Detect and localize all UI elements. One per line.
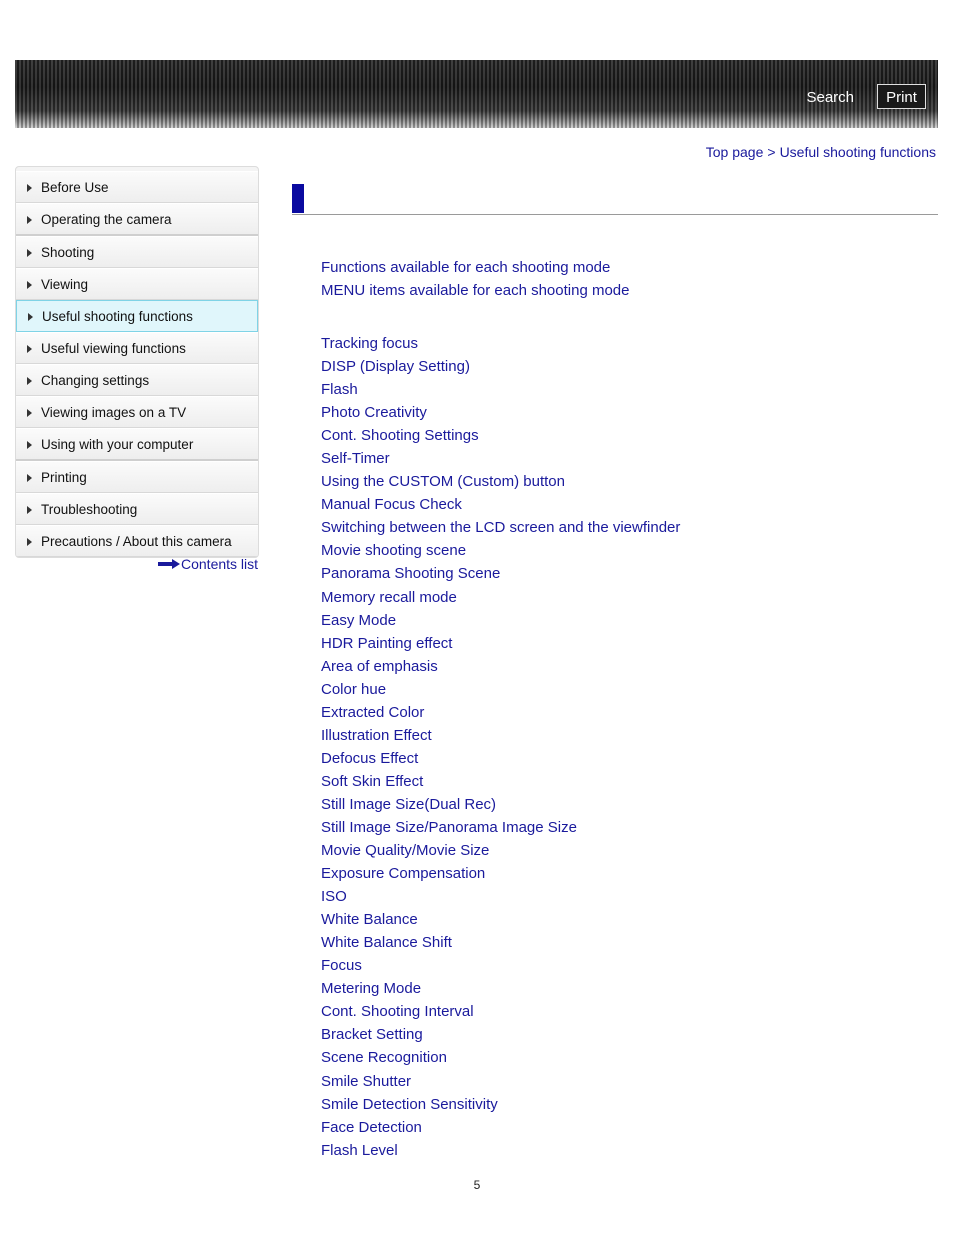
link-movie-quality-movie-size[interactable]: Movie Quality/Movie Size: [321, 842, 490, 860]
sidebar-item-using-with-your-computer[interactable]: [16, 428, 258, 461]
triangle-right-icon: [27, 184, 32, 192]
sidebar-item-label: Changing settings: [41, 372, 150, 388]
link-still-image-size-panorama-image-size[interactable]: Still Image Size/Panorama Image Size: [321, 818, 577, 836]
sidebar-item-label: Useful shooting functions: [42, 308, 193, 324]
sidebar-item-label: Printing: [41, 469, 87, 485]
sidebar-item-label: Precautions / About this camera: [41, 533, 232, 549]
sidebar-item-label: Viewing images on a TV: [41, 404, 187, 420]
sidebar-item-useful-shooting-functions[interactable]: [16, 300, 258, 332]
link-scene-recognition[interactable]: Scene Recognition: [321, 1049, 447, 1067]
triangle-right-icon: [27, 506, 32, 514]
link-panorama-shooting-scene[interactable]: Panorama Shooting Scene: [321, 565, 501, 583]
triangle-right-icon: [28, 313, 33, 321]
sidebar-item-operating-the-camera[interactable]: [16, 203, 258, 236]
search-link[interactable]: Search: [806, 89, 854, 106]
triangle-right-icon: [27, 474, 32, 482]
triangle-right-icon: [27, 538, 32, 546]
link-flash-level[interactable]: Flash Level: [321, 1141, 398, 1159]
triangle-right-icon: [27, 345, 32, 353]
sidebar-item-before-use[interactable]: [16, 171, 258, 203]
link-easy-mode[interactable]: Easy Mode: [321, 611, 397, 629]
page-number: 5: [473, 1178, 481, 1192]
link-white-balance[interactable]: White Balance: [321, 911, 418, 929]
link-tracking-focus[interactable]: Tracking focus: [321, 335, 418, 352]
link-flash[interactable]: Flash: [321, 381, 358, 399]
triangle-right-icon: [27, 216, 32, 224]
link-self-timer[interactable]: Self-Timer: [321, 450, 390, 468]
triangle-right-icon: [27, 441, 32, 449]
title-marker: [292, 184, 304, 213]
contents-list-label: Contents list: [181, 556, 259, 572]
link-focus[interactable]: Focus: [321, 957, 362, 975]
link-manual-focus-check[interactable]: Manual Focus Check: [321, 496, 462, 514]
link-functions-available-for-each-shooting-mode[interactable]: Functions available for each shooting mode: [321, 259, 611, 276]
link-smile-detection-sensitivity[interactable]: Smile Detection Sensitivity: [321, 1095, 498, 1113]
link-white-balance-shift[interactable]: White Balance Shift: [321, 934, 452, 952]
link-color-hue[interactable]: Color hue: [321, 680, 387, 698]
link-photo-creativity[interactable]: Photo Creativity: [321, 404, 427, 422]
sidebar-item-viewing[interactable]: [16, 268, 258, 300]
link-still-image-size-dual-rec[interactable]: Still Image Size(Dual Rec): [321, 795, 497, 813]
shooting-mode-links: [321, 256, 629, 302]
link-defocus-effect[interactable]: Defocus Effect: [321, 749, 419, 767]
triangle-right-icon: [27, 249, 32, 257]
print-button[interactable]: Print: [877, 84, 926, 109]
link-iso[interactable]: ISO: [321, 888, 347, 906]
sidebar-item-label: Troubleshooting: [41, 501, 138, 517]
sidebar-item-label: Shooting: [41, 244, 95, 260]
sidebar-nav: [15, 166, 259, 558]
link-illustration-effect[interactable]: Illustration Effect: [321, 726, 432, 744]
sidebar-item-changing-settings[interactable]: [16, 364, 258, 396]
contents-list-link[interactable]: [158, 556, 258, 572]
sidebar-item-label: Useful viewing functions: [41, 340, 186, 356]
sidebar-item-label: Viewing: [41, 276, 89, 292]
arrow-right-icon: [158, 559, 180, 569]
link-area-of-emphasis[interactable]: Area of emphasis: [321, 657, 438, 675]
link-cont-shooting-interval[interactable]: Cont. Shooting Interval: [321, 1003, 474, 1021]
sidebar-item-viewing-images-on-a-tv[interactable]: [16, 396, 258, 428]
sidebar-item-label: Using with your computer: [41, 436, 194, 452]
link-switching-lcd-viewfinder[interactable]: Switching between the LCD screen and the viewfinder: [321, 519, 681, 537]
link-hdr-painting-effect[interactable]: HDR Painting effect: [321, 634, 453, 652]
link-exposure-compensation[interactable]: Exposure Compensation: [321, 865, 486, 883]
sidebar-item-useful-viewing-functions[interactable]: [16, 332, 258, 364]
link-bracket-setting[interactable]: Bracket Setting: [321, 1026, 423, 1044]
link-extracted-color[interactable]: Extracted Color: [321, 703, 425, 721]
triangle-right-icon: [27, 409, 32, 417]
link-menu-items-available-for-each-shooting-mode[interactable]: MENU items available for each shooting mode: [321, 282, 630, 300]
breadcrumb-current[interactable]: Useful shooting functions: [779, 144, 936, 160]
sidebar-item-shooting[interactable]: [16, 236, 258, 268]
link-smile-shutter[interactable]: Smile Shutter: [321, 1072, 412, 1090]
sidebar-item-precautions-about-this-camera[interactable]: [16, 525, 258, 557]
triangle-right-icon: [27, 377, 32, 385]
function-links: [321, 332, 680, 1162]
breadcrumb: [706, 144, 936, 160]
sidebar-item-label: Before Use: [41, 179, 109, 195]
link-cont-shooting-settings[interactable]: Cont. Shooting Settings: [321, 427, 479, 445]
link-soft-skin-effect[interactable]: Soft Skin Effect: [321, 772, 424, 790]
link-disp-display-setting[interactable]: DISP (Display Setting): [321, 358, 470, 376]
link-face-detection[interactable]: Face Detection: [321, 1118, 422, 1136]
link-movie-shooting-scene[interactable]: Movie shooting scene: [321, 542, 467, 560]
link-using-the-custom-button[interactable]: Using the CUSTOM (Custom) button: [321, 473, 565, 491]
breadcrumb-separator: >: [767, 144, 776, 160]
triangle-right-icon: [27, 281, 32, 289]
sidebar-item-label: Operating the camera: [41, 211, 172, 227]
breadcrumb-top-page[interactable]: Top page: [705, 144, 764, 160]
sidebar-item-printing[interactable]: [16, 461, 258, 493]
sidebar-item-troubleshooting[interactable]: [16, 493, 258, 525]
header-bar: [15, 60, 938, 128]
section-title-bar: [292, 184, 938, 215]
link-memory-recall-mode[interactable]: Memory recall mode: [321, 588, 457, 606]
link-metering-mode[interactable]: Metering Mode: [321, 980, 422, 998]
